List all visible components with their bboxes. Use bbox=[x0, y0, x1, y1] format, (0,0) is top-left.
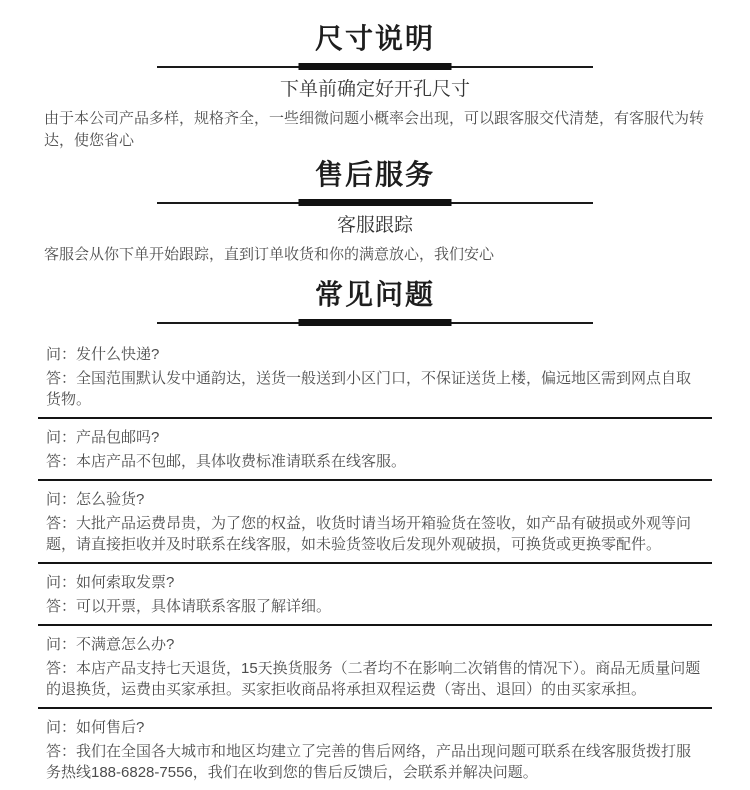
divider-center-bar bbox=[299, 319, 452, 326]
section-size-notes bbox=[0, 0, 750, 152]
divider-center-bar bbox=[299, 199, 452, 206]
faq-item bbox=[38, 479, 712, 562]
after-sales-body: 客服会从你下单开始跟踪，直到订单收货和你的满意放心，我们安心 bbox=[44, 246, 495, 263]
faq-title: 常见问题 bbox=[314, 279, 435, 310]
size-section-title: 尺寸说明 bbox=[314, 23, 435, 54]
faq-question: 问：如何索取发票? bbox=[46, 574, 175, 591]
faq-answer: 答：本店产品不包邮，具体收费标准请联系在线客服。 bbox=[46, 453, 407, 470]
faq-answer: 答：可以开票，具体请联系客服了解详细。 bbox=[46, 598, 332, 615]
faq-question: 问：如何售后? bbox=[46, 719, 145, 736]
title-divider bbox=[157, 199, 593, 206]
section-after-sales bbox=[0, 160, 750, 266]
size-section-subtitle: 下单前确定好开孔尺寸 bbox=[279, 79, 470, 100]
faq-question: 问：不满意怎么办? bbox=[46, 636, 175, 653]
faq-item bbox=[38, 624, 712, 707]
faq-question: 问：怎么验货? bbox=[46, 491, 145, 508]
faq-item bbox=[38, 707, 712, 790]
faq-answer: 答：大批产品运费昂贵，为了您的权益，收货时请当场开箱验货在签收，如产品有破损或外观等问题，请直接拒收并及时联系在线客服，如未验货签收后发现外观破损，可换货或更换零配件。 bbox=[46, 515, 692, 553]
faq-item bbox=[38, 562, 712, 624]
faq-question: 问：发什么快递? bbox=[46, 346, 160, 363]
after-sales-subtitle: 客服跟踪 bbox=[336, 215, 413, 236]
title-divider bbox=[157, 63, 593, 70]
faq-question: 问：产品包邮吗? bbox=[46, 429, 160, 446]
faq-item bbox=[38, 336, 712, 417]
section-faq bbox=[0, 280, 750, 790]
faq-answer: 答：我们在全国各大城市和地区均建立了完善的售后网络，产品出现问题可联系在线客服货拨打服务热线188-6828-7556，我们在收到您的售后反馈后，会联系并解决问题。 bbox=[46, 743, 692, 781]
after-sales-title: 售后服务 bbox=[314, 159, 435, 190]
title-divider bbox=[157, 319, 593, 326]
faq-list bbox=[38, 336, 712, 790]
faq-answer: 答：全国范围默认发中通韵达，送货一般送到小区门口，不保证送货上楼，偏远地区需到网点自取货物。 bbox=[46, 370, 692, 408]
divider-center-bar bbox=[299, 63, 452, 70]
faq-item bbox=[38, 417, 712, 479]
size-section-body: 由于本公司产品多样，规格齐全，一些细微问题小概率会出现，可以跟客服交代清楚，有客服代为转达，使您省心 bbox=[44, 110, 705, 149]
faq-answer: 答：本店产品支持七天退货，15天换货服务（二者均不在影响二次销售的情况下）。商品无质量问题的退换货，运费由买家承担。买家拒收商品将承担双程运费（寄出、退回）的由买家承担。 bbox=[46, 660, 701, 698]
